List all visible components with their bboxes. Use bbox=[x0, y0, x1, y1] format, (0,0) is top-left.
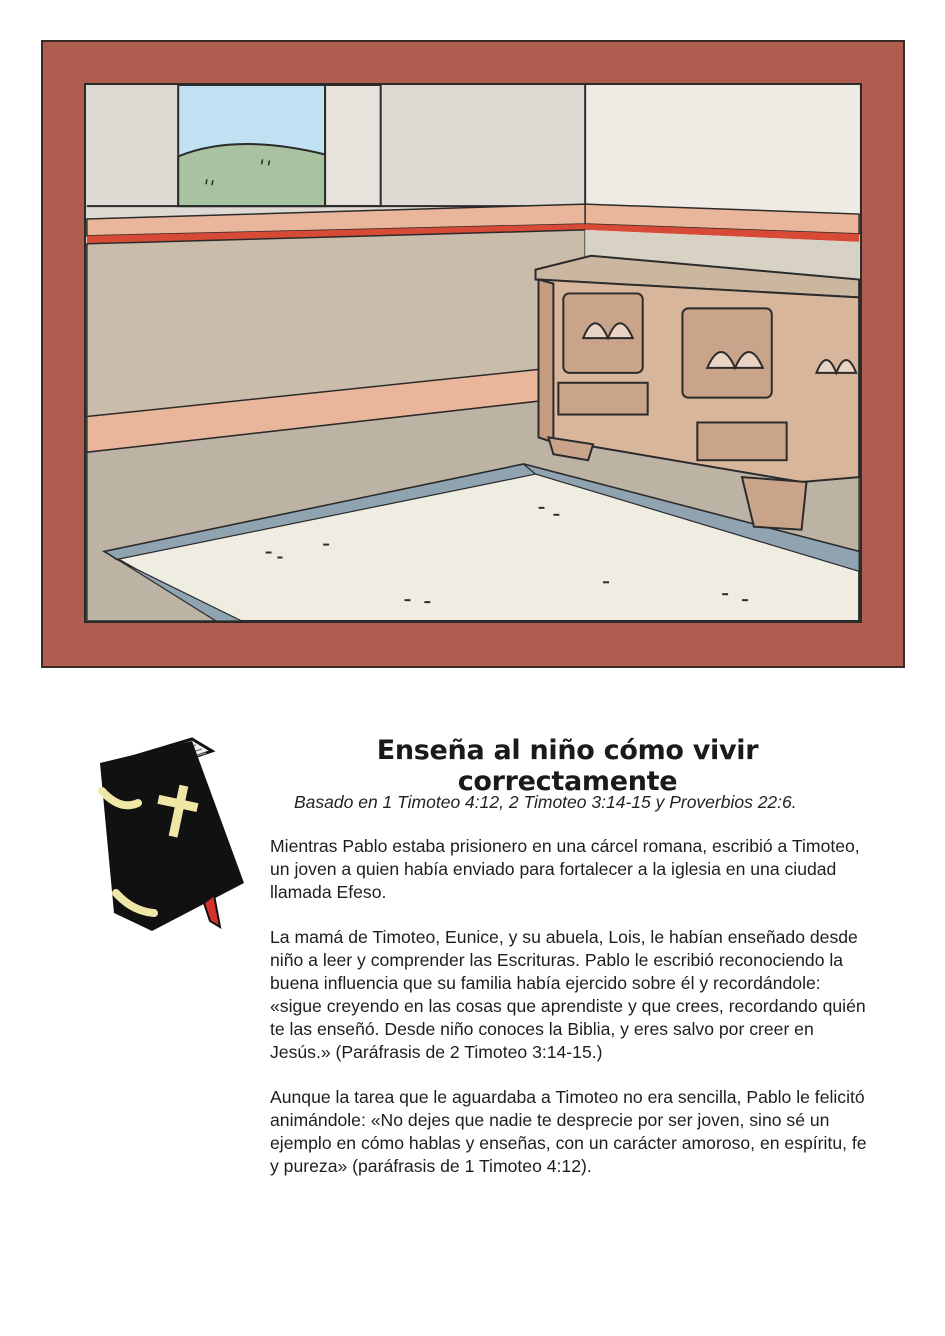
scripture-reference: Basado en 1 Timoteo 4:12, 2 Timoteo 3:14-15 y Proverbios 22:6. bbox=[294, 792, 797, 812]
story-text bbox=[270, 835, 870, 1200]
story-paragraph: La mamá de Timoteo, Eunice, y su abuela, Lois, le habían enseñado desde niño a leer y comprender las Escrituras. Pablo le escribió reconociendo la buena influencia que su familia había ejercido sobre él y recordándole: «sigue creyendo en las cosas que aprendiste y que crees, recordando quién te las enseñó. Desde niño conoces la Biblia, y eres salvo por creer en Jesús.» (Paráfrasis de 2 Timoteo 3:14-15.) bbox=[270, 927, 866, 1062]
story-paragraph: Aunque la tarea que le aguardaba a Timoteo no era sencilla, Pablo le felicitó animándole: «No dejes que nadie te desprecie por ser joven, sino sé un ejemplo en cómo hablas y enseñas, con un carácter amoroso, en espíritu, fe y pureza» (paráfrasis de 1 Timoteo 4:12). bbox=[270, 1087, 867, 1176]
room-illustration bbox=[84, 83, 862, 623]
story-paragraph: Mientras Pablo estaba prisionero en una cárcel romana, escribió a Timoteo, un joven a quien había enviado para fortalecer a la iglesia en una ciudad llamada Efeso. bbox=[270, 836, 860, 902]
page-title: Enseña al niño cómo vivir correctamente bbox=[376, 735, 759, 797]
bible-icon bbox=[92, 733, 252, 943]
